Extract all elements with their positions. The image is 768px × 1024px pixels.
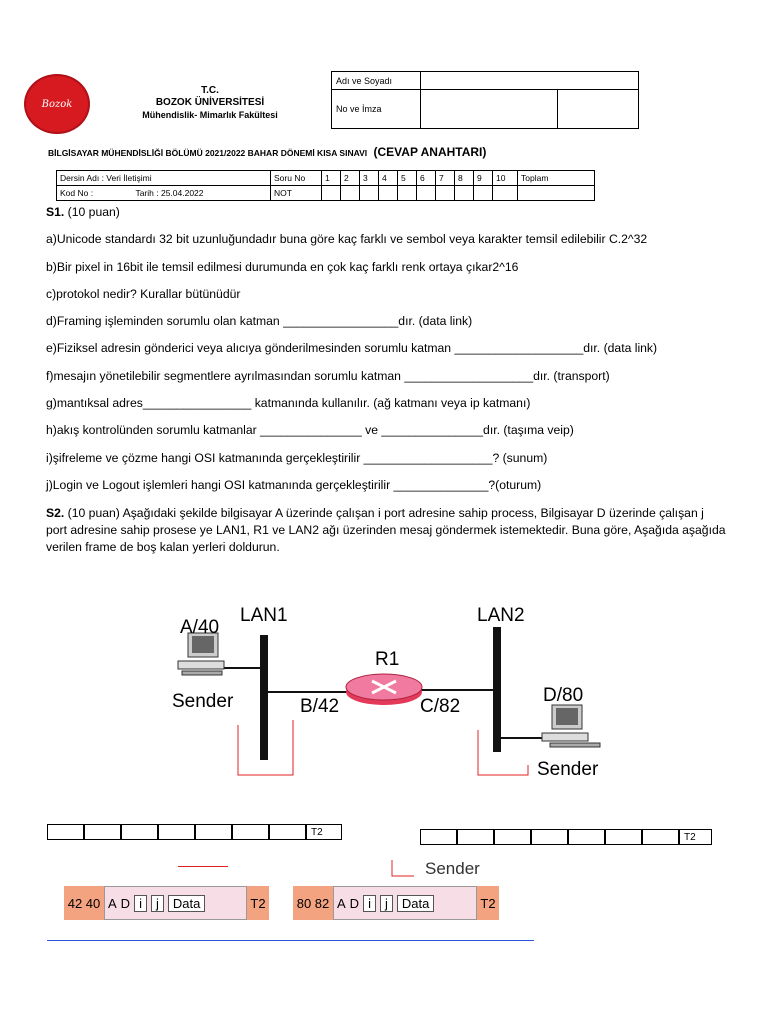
tc-label: T.C. [201, 85, 219, 96]
qn-3: 3 [360, 171, 379, 186]
date-label: Tarih : 25.04.2022 [135, 188, 204, 198]
left-field-a: A [108, 895, 117, 911]
right-field-j: j [380, 895, 393, 912]
s1-question-j: j)Login ve Logout işlemleri hangi OSI katmanında gerçekleştirilir ______________?(oturum) [46, 478, 542, 492]
logo-text: Bozok [41, 98, 73, 110]
left-packet-fields [104, 886, 247, 920]
sender-right-label: Sender [537, 759, 599, 780]
qn-10: 10 [493, 171, 518, 186]
s1-question-f: f)mesajın yönetilebilir segmentlere ayrılmasından sorumlu katman ___________________dır. (transport) [46, 369, 610, 383]
code-date-cell [57, 186, 271, 201]
right-frame-cell[interactable] [494, 829, 531, 845]
qn-2: 2 [341, 171, 360, 186]
right-packet [293, 886, 499, 920]
course-label: Dersin Adı : Veri İletişimi [57, 171, 271, 186]
blue-divider-line [47, 940, 534, 941]
faculty-name: Mühendislik- Mimarlık Fakültesi [142, 110, 278, 120]
s1-question-d: d)Framing işleminden sorumlu olan katman _________________dır. (data link) [46, 314, 473, 328]
signature-field[interactable] [558, 90, 639, 129]
right-red-bracket [478, 730, 528, 775]
grade-5[interactable] [398, 186, 417, 201]
red-mark [178, 866, 228, 867]
right-frame-cell[interactable] [420, 829, 457, 845]
s1-points: (10 puan) [64, 205, 120, 219]
number-label: No ve İmza [332, 90, 421, 129]
grade-3[interactable] [360, 186, 379, 201]
left-frame-cell[interactable] [269, 824, 306, 840]
left-frame-cell[interactable] [232, 824, 269, 840]
left-packet [64, 886, 269, 920]
right-field-d: D [349, 895, 360, 911]
grade-table [56, 170, 595, 201]
s1-question-a: a)Unicode standardı 32 bit uzunluğundadır buna göre kaç farklı ve sembol veya karakter temsil edilebilir C.2^32 [46, 232, 648, 246]
right-frame-cell[interactable] [605, 829, 642, 845]
qn-5: 5 [398, 171, 417, 186]
iface-b-label: B/42 [300, 696, 340, 717]
right-field-a: A [337, 895, 346, 911]
qn-4: 4 [379, 171, 398, 186]
grade-total[interactable] [518, 186, 595, 201]
left-frame-cell[interactable] [158, 824, 195, 840]
qn-7: 7 [436, 171, 455, 186]
university-heading [120, 85, 300, 121]
lan1-bar [260, 635, 268, 760]
s1-title: S1. [46, 205, 65, 219]
s1-question-b: b)Bir pixel in 16bit ile temsil edilmesi durumunda en çok kaç farklı renk ortaya çıkar2^16 [46, 260, 519, 274]
computer-a-icon [178, 633, 224, 675]
right-field-i: i [363, 895, 376, 912]
lan2-label: LAN2 [477, 605, 525, 626]
right-frame-trailer: T2 [679, 829, 712, 845]
right-frame-cell[interactable] [457, 829, 494, 845]
s1-question-c: c)protokol nedir? Kurallar bütünüdür [46, 287, 241, 301]
right-packet-header: 80 82 [293, 886, 333, 920]
left-frame-cell[interactable] [84, 824, 121, 840]
left-field-j: j [151, 895, 164, 912]
grade-2[interactable] [341, 186, 360, 201]
iface-c-label: C/82 [420, 696, 461, 717]
exam-title-text: BİLGİSAYAR MÜHENDİSLİĞİ BÖLÜMÜ 2021/2022 BAHAR DÖNEMİ KISA SINAVI [48, 148, 368, 158]
s1-question-h: h)akış kontrolünden sorumlu katmanlar _______________ ve _______________dır. (taşıma veip) [46, 423, 574, 437]
qn-1: 1 [322, 171, 341, 186]
left-frame-row [47, 824, 342, 840]
left-frame-cell[interactable] [121, 824, 158, 840]
lan1-label: LAN1 [240, 605, 288, 626]
left-field-data: Data [168, 895, 205, 912]
left-frame-cell[interactable] [47, 824, 84, 840]
right-field-data: Data [397, 895, 434, 912]
answer-key-label: (CEVAP ANAHTARI) [373, 145, 487, 159]
left-frame-cell[interactable] [195, 824, 232, 840]
number-field[interactable] [421, 90, 558, 129]
sender-left-label: Sender [172, 691, 234, 712]
right-frame-cell[interactable] [642, 829, 679, 845]
lan2-bar [493, 627, 501, 752]
question-no-label: Soru No [271, 171, 322, 186]
right-packet-fields [333, 886, 477, 920]
grade-9[interactable] [474, 186, 493, 201]
s2-title: S2. [46, 506, 65, 520]
computer-d-icon [542, 705, 600, 747]
left-frame-trailer: T2 [306, 824, 342, 840]
grade-6[interactable] [417, 186, 436, 201]
grade-1[interactable] [322, 186, 341, 201]
right-packet-trailer: T2 [477, 886, 499, 920]
s2-text: (10 puan) Aşağıdaki şekilde bilgisayar A üzerinde çalışan i port adresine sahip process, Bilgisayar D üzerinde çalışan j port adresine sahip prosese ye LAN1, R1 ve LAN2 ağı üzerinden mesaj göndermek istemektedir. Buna göre, Aşağıda aşağıda verilen frame de boş kalan yerleri doldurun. [46, 506, 726, 554]
s2-paragraph [46, 505, 726, 556]
total-label: Toplam [518, 171, 595, 186]
s1-question-e: e)Fiziksel adresin gönderici veya alıcıya gönderilmesinden sorumlu katman ___________________dır. (data link) [46, 341, 658, 355]
grade-4[interactable] [379, 186, 398, 201]
left-field-i: i [134, 895, 147, 912]
right-frame-cell[interactable] [568, 829, 605, 845]
student-info-table [331, 71, 639, 129]
name-field[interactable] [421, 72, 639, 90]
qn-8: 8 [455, 171, 474, 186]
s1-question-i: i)şifreleme ve çözme hangi OSI katmanında gerçekleştirilir ___________________? (sunum) [46, 451, 548, 465]
exam-title [48, 145, 486, 159]
s1-question-g: g)mantıksal adres________________ katmanında kullanılır. (ağ katmanı veya ip katmanı) [46, 396, 531, 410]
left-packet-header: 42 40 [64, 886, 104, 920]
left-field-d: D [120, 895, 131, 911]
host-a-label: A/40 [180, 617, 220, 638]
code-label: Kod No : [60, 188, 94, 198]
right-frame-row [420, 829, 712, 845]
grade-10[interactable] [493, 186, 518, 201]
grade-8[interactable] [455, 186, 474, 201]
sender-partial-label: Sender [425, 859, 480, 878]
right-frame-cell[interactable] [531, 829, 568, 845]
university-name: BOZOK ÜNİVERSİTESİ [155, 97, 265, 108]
network-diagram [150, 595, 630, 790]
router-icon [346, 674, 422, 705]
university-logo [24, 74, 90, 134]
qn-6: 6 [417, 171, 436, 186]
partial-sender-annotation [380, 858, 480, 880]
router-label: R1 [375, 649, 400, 670]
left-packet-trailer: T2 [247, 886, 269, 920]
grade-7[interactable] [436, 186, 455, 201]
host-d-label: D/80 [543, 685, 584, 706]
s1-heading [46, 204, 120, 220]
name-label: Adı ve Soyadı [332, 72, 421, 90]
grade-label: NOT [271, 186, 322, 201]
qn-9: 9 [474, 171, 493, 186]
